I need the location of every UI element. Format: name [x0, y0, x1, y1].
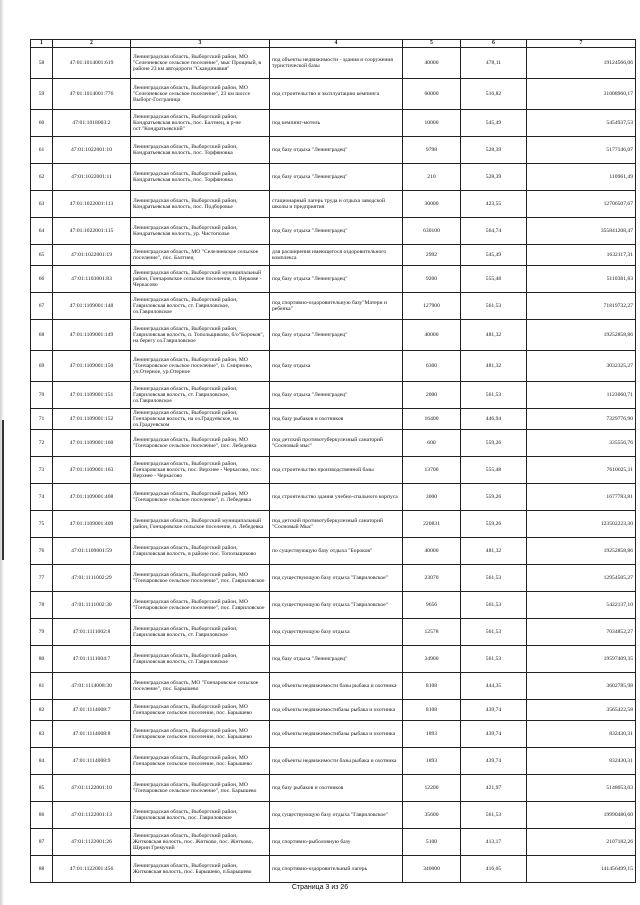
location-cell: Ленинградская область, Выборгский район, МО "Гончаровское сельское поселение", пос. Гавриловское [131, 565, 270, 592]
cadastral-value-cell: 832430,31 [527, 721, 636, 748]
permitted-use-cell: под детский противотуберкулезный санаторий "Сосновый мыс" [270, 430, 403, 457]
row-number-cell: 76 [31, 538, 53, 565]
cadastral-value-cell: 3602785,98 [527, 673, 636, 700]
row-number-cell: 87 [31, 829, 53, 856]
cadastral-value-cell: 1632117,31 [527, 245, 636, 266]
row-number-cell: 66 [31, 266, 53, 293]
permitted-use-cell: под базу отдыха [270, 351, 403, 382]
location-cell: Ленинградская область, Выборгский район, Кондратьевская волость, ур. Чистополье [131, 218, 270, 245]
cadastral-number-cell: 47:01:1114008:9 [53, 748, 131, 775]
cadastral-number-cell: 47:01:1111002:8 [53, 619, 131, 646]
cadastral-number-cell: 47:01:1111002:29 [53, 565, 131, 592]
cadastral-number-cell: 47:01:1122001:10 [53, 775, 131, 802]
row-number-cell: 80 [31, 646, 53, 673]
row-number-cell: 84 [31, 748, 53, 775]
permitted-use-cell: под спортивно-рыболовную базу [270, 829, 403, 856]
specific-value-cell: 561,53 [461, 646, 527, 673]
permitted-use-cell: под строительство здания учебно-спального корпуса [270, 484, 403, 511]
cadastral-number-cell: 47:01:1109001:408 [53, 484, 131, 511]
permitted-use-cell: под базу отдыха "Ленинградец" [270, 218, 403, 245]
cadastral-value-cell: 7034852,27 [527, 619, 636, 646]
area-cell: 6300 [403, 351, 461, 382]
cadastral-value-cell: 19597409,35 [527, 646, 636, 673]
location-cell: Ленинградская область, Выборгский район, Гавриловская волость, в районе пос. Топольщиково [131, 538, 270, 565]
cadastral-value-cell: 123502223,30 [527, 511, 636, 538]
cadastral-value-cell: 3032325,27 [527, 351, 636, 382]
table-row [31, 266, 636, 293]
row-number-cell: 82 [31, 700, 53, 721]
location-cell: Ленинградская область, Выборгский район, Кондратьевская волость, пос. Торфяновка [131, 164, 270, 191]
table-row [31, 802, 636, 829]
table-row [31, 382, 636, 409]
permitted-use-cell: под существующую базу отдыха "Гавриловское" [270, 802, 403, 829]
table-row [31, 538, 636, 565]
table-row [31, 137, 636, 164]
specific-value-cell: 561,53 [461, 382, 527, 409]
location-cell: Ленинградская область, Выборгский район, Гончаровская волость, пос. Верхнее - Черкасово, пос. Верхнее - Черкасово [131, 457, 270, 484]
cadastral-number-cell: 47:01:1111004:7 [53, 646, 131, 673]
cadastral-value-cell: 19124566,06 [527, 48, 636, 79]
cadastral-number-cell: 47:01:1114008:30 [53, 673, 131, 700]
header-cell: 7 [527, 40, 636, 48]
table-row [31, 351, 636, 382]
table-body [31, 48, 636, 883]
area-cell: 40000 [403, 48, 461, 79]
cadastral-number-cell: 47:01:1018003:2 [53, 110, 131, 137]
permitted-use-cell: стационарный лагерь труда и отдыха заводской школы и предприятия [270, 191, 403, 218]
row-number-cell: 62 [31, 164, 53, 191]
cadastral-value-cell: 19252858,86 [527, 538, 636, 565]
area-cell: 3000 [403, 484, 461, 511]
permitted-use-cell: под кемпинг-мотель [270, 110, 403, 137]
location-cell: Ленинградская область, Выборгский район, Гавриловская волость, ст. Гавриловское [131, 646, 270, 673]
permitted-use-cell: под строительство производственной базы [270, 457, 403, 484]
location-cell: Ленинградская область, Выборгский район, МО "Селезневское сельское поселение", 23 км шоссе Выборг-Госграница [131, 79, 270, 110]
table-row [31, 110, 636, 137]
cadastral-value-cell: 7329776,90 [527, 409, 636, 430]
specific-value-cell: 413,17 [461, 829, 527, 856]
row-number-cell: 72 [31, 430, 53, 457]
cadastral-number-cell: 47:01:1114008:7 [53, 700, 131, 721]
area-cell: 1893 [403, 721, 461, 748]
permitted-use-cell: для расширения имеющегося оздоровительного комплекса [270, 245, 403, 266]
cadastral-number-cell: 47:01:1022001:115 [53, 218, 131, 245]
area-cell: 34900 [403, 646, 461, 673]
area-cell: 9798 [403, 137, 461, 164]
location-cell: Ленинградская область, Выборгский район, Гавриловская волость, ст. Гавриловское [131, 619, 270, 646]
area-cell: 5100 [403, 829, 461, 856]
area-cell: 210 [403, 164, 461, 191]
permitted-use-cell: под спортивно-оздоровительную базу"Матери и ребенка" [270, 293, 403, 320]
location-cell: Ленинградская область, Выборгский район, Гавриловская волость, ст. Гавриловское, оз.Гавриловское [131, 382, 270, 409]
table-row [31, 409, 636, 430]
cadastral-value-cell: 5148053,03 [527, 775, 636, 802]
row-number-cell: 88 [31, 856, 53, 883]
cadastral-number-cell: 47:01:1109001:59 [53, 538, 131, 565]
row-number-cell: 61 [31, 137, 53, 164]
area-cell: 40000 [403, 538, 461, 565]
permitted-use-cell: под объекты недвижимости базы рыбака и охотника [270, 673, 403, 700]
specific-value-cell: 481,32 [461, 538, 527, 565]
location-cell: Ленинградская область, Выборгский район, Житковская волость, пос. Барышево, п.Барышево [131, 856, 270, 883]
cadastral-table [30, 39, 636, 883]
row-number-cell: 74 [31, 484, 53, 511]
permitted-use-cell: под базу отдыха "Ленинградец" [270, 266, 403, 293]
area-cell: 40000 [403, 320, 461, 351]
cadastral-number-cell: 47:01:1109001:152 [53, 409, 131, 430]
table-row [31, 191, 636, 218]
specific-value-cell: 561,53 [461, 293, 527, 320]
cadastral-value-cell: 1123060,71 [527, 382, 636, 409]
permitted-use-cell: под базу отдыха "Ленинградец" [270, 164, 403, 191]
area-cell: 9200 [403, 266, 461, 293]
table-row [31, 619, 636, 646]
cadastral-number-cell: 47:01:1022001:10 [53, 137, 131, 164]
location-cell: Ленинградская область, Выборгский район, Гавриловская волость, ст. Гавриловское, оз.Гавриловское [131, 293, 270, 320]
cadastral-value-cell: 71819732,27 [527, 293, 636, 320]
specific-value-cell: 561,53 [461, 802, 527, 829]
specific-value-cell: 559,26 [461, 484, 527, 511]
location-cell: Ленинградская область, Выборгский район, МО "Гончаровское сельское поселение", п. Смирново, уч.Отерное, ур.Отерное [131, 351, 270, 382]
cadastral-value-cell: 355841208,47 [527, 218, 636, 245]
specific-value-cell: 478,11 [461, 48, 527, 79]
header-cell: 1 [31, 40, 53, 48]
table-row [31, 218, 636, 245]
table-row [31, 700, 636, 721]
permitted-use-cell: под базу отдыха "Ленинградец" [270, 320, 403, 351]
cadastral-number-cell: 47:01:1022001:113 [53, 191, 131, 218]
specific-value-cell: 559,26 [461, 430, 527, 457]
area-cell: 13700 [403, 457, 461, 484]
table-row [31, 484, 636, 511]
row-number-cell: 70 [31, 382, 53, 409]
permitted-use-cell: под строительство и эксплуатацию кемпинга [270, 79, 403, 110]
area-cell: 600 [403, 430, 461, 457]
specific-value-cell: 561,53 [461, 565, 527, 592]
specific-value-cell: 545,49 [461, 110, 527, 137]
permitted-use-cell: под детский противотуберкулезный санаторий "Сосновый Мыс" [270, 511, 403, 538]
cadastral-number-cell: 47:01:1109001:149 [53, 320, 131, 351]
location-cell: Ленинградская область, МО "Гончаровское сельское поселение", пос. Барышево [131, 673, 270, 700]
cadastral-value-cell: 1677783,81 [527, 484, 636, 511]
cadastral-number-cell: 47:01:1114008:8 [53, 721, 131, 748]
table-row [31, 721, 636, 748]
table-row [31, 245, 636, 266]
area-cell: 30000 [403, 191, 461, 218]
specific-value-cell: 421,97 [461, 775, 527, 802]
row-number-cell: 65 [31, 245, 53, 266]
row-number-cell: 64 [31, 218, 53, 245]
permitted-use-cell: под базу отдыха "Ленинградец" [270, 646, 403, 673]
table-row [31, 829, 636, 856]
location-cell: Ленинградская область, Выборгский район, Гавриловская волость, п. Топольщиково, б/о"Бороков", на берегу оз.Гавриловское [131, 320, 270, 351]
location-cell: Ленинградская область, Выборгский район, Гончаровская волость, на оз.Градуевское, на оз.Градуевском [131, 409, 270, 430]
specific-value-cell: 444,35 [461, 673, 527, 700]
specific-value-cell: 481,32 [461, 320, 527, 351]
specific-value-cell: 561,53 [461, 619, 527, 646]
row-number-cell: 59 [31, 79, 53, 110]
table-header-row [31, 40, 636, 48]
specific-value-cell: 559,26 [461, 511, 527, 538]
area-cell: 60000 [403, 79, 461, 110]
specific-value-cell: 423,55 [461, 191, 527, 218]
cadastral-number-cell: 47:01:1122001:456 [53, 856, 131, 883]
cadastral-number-cell: 47:01:1014001:619 [53, 48, 131, 79]
permitted-use-cell: под объекты недвижимостибазы рыбака и охотника [270, 721, 403, 748]
table-row [31, 48, 636, 79]
table-row [31, 320, 636, 351]
specific-value-cell: 555,48 [461, 266, 527, 293]
location-cell: Ленинградская область, Выборгский район, МО "Селезневское сельское поселение", мыс Прощный, в районе 23 км автодороги "Скандинавия" [131, 48, 270, 79]
header-cell: 5 [403, 40, 461, 48]
specific-value-cell: 439,74 [461, 700, 527, 721]
row-number-cell: 73 [31, 457, 53, 484]
area-cell: 9656 [403, 592, 461, 619]
row-number-cell: 58 [31, 48, 53, 79]
cadastral-number-cell: 47:01:1109001:409 [53, 511, 131, 538]
permitted-use-cell: под существующую базу отдыха [270, 619, 403, 646]
row-number-cell: 79 [31, 619, 53, 646]
cadastral-number-cell: 47:01:1122001:13 [53, 802, 131, 829]
location-cell: Ленинградская область, Выборгский район, МО "Гончаровское сельское поселение", пос. Гавриловское [131, 592, 270, 619]
table-row [31, 856, 636, 883]
cadastral-value-cell: 2107182,26 [527, 829, 636, 856]
cadastral-value-cell: 3565422,58 [527, 700, 636, 721]
table-row [31, 511, 636, 538]
location-cell: Ленинградская область, Выборгский район, Кондратьевская волость, пос. Балтиец, в р-не ост."Кондратьевский" [131, 110, 270, 137]
location-cell: Ленинградская область, Выборгский район, МО Гончаровское сельское поселение, пос. Барышево [131, 721, 270, 748]
cadastral-value-cell: 19252858,86 [527, 320, 636, 351]
specific-value-cell: 545,49 [461, 245, 527, 266]
table-row [31, 79, 636, 110]
row-number-cell: 69 [31, 351, 53, 382]
cadastral-value-cell: 335556,76 [527, 430, 636, 457]
cadastral-value-cell: 5422137,10 [527, 592, 636, 619]
area-cell: 23070 [403, 565, 461, 592]
cadastral-value-cell: 12954505,27 [527, 565, 636, 592]
row-number-cell: 83 [31, 721, 53, 748]
permitted-use-cell: под объекты недвижимости базы рыбака и охотника [270, 748, 403, 775]
cadastral-number-cell: 47:01:1122001:26 [53, 829, 131, 856]
cadastral-number-cell: 47:01:1022001:19 [53, 245, 131, 266]
table-row [31, 748, 636, 775]
row-number-cell: 78 [31, 592, 53, 619]
cadastral-number-cell: 47:01:1109001:163 [53, 457, 131, 484]
cadastral-number-cell: 47:01:1109001:150 [53, 351, 131, 382]
cadastral-value-cell: 12706507,67 [527, 191, 636, 218]
table-row [31, 164, 636, 191]
location-cell: Ленинградская область, Выборгский муниципальный район, Гончаровское сельское поселение, п. Лебедевка [131, 511, 270, 538]
specific-value-cell: 564,74 [461, 218, 527, 245]
location-cell: Ленинградская область, Выборгский район, МО Гончаровское сельское поселение, пос. Барышево [131, 748, 270, 775]
specific-value-cell: 416,05 [461, 856, 527, 883]
cadastral-value-cell: 141456499,15 [527, 856, 636, 883]
area-cell: 2000 [403, 382, 461, 409]
row-number-cell: 63 [31, 191, 53, 218]
area-cell: 340000 [403, 856, 461, 883]
location-cell: Ленинградская область, Выборгский район, Кондратьевская волость, пос. Торфяновка [131, 137, 270, 164]
table-row [31, 646, 636, 673]
area-cell: 127900 [403, 293, 461, 320]
specific-value-cell: 528,39 [461, 164, 527, 191]
table-row [31, 457, 636, 484]
area-cell: 12578 [403, 619, 461, 646]
location-cell: Ленинградская область, Выборгский район, Гавриловская волость, пос. Гавриловское [131, 802, 270, 829]
cadastral-number-cell: 47:01:1103001:83 [53, 266, 131, 293]
table-row [31, 775, 636, 802]
cadastral-value-cell: 5110381,83 [527, 266, 636, 293]
cadastral-value-cell: 19990480,60 [527, 802, 636, 829]
location-cell: Ленинградская область, МО "Селезневское сельское поселение", пос. Балтиец [131, 245, 270, 266]
table-row [31, 673, 636, 700]
location-cell: Ленинградская область, Выборгский район, МО Гончаровское сельское поселение, пос. Барышево [131, 700, 270, 721]
cadastral-number-cell: 47:01:1022001:11 [53, 164, 131, 191]
page-number: Страница 3 из 26 [291, 884, 349, 891]
table-row [31, 430, 636, 457]
table-row [31, 293, 636, 320]
location-cell: Ленинградская область, Выборгский район, Кондратьевская волость, пос. Подборовье [131, 191, 270, 218]
cadastral-value-cell: 31008960,17 [527, 79, 636, 110]
area-cell: 35600 [403, 802, 461, 829]
area-cell: 10000 [403, 110, 461, 137]
specific-value-cell: 555,48 [461, 457, 527, 484]
row-number-cell: 67 [31, 293, 53, 320]
cadastral-value-cell: 7610025,11 [527, 457, 636, 484]
permitted-use-cell: по существующую базу отдыха "Бороков" [270, 538, 403, 565]
cadastral-number-cell: 47:01:1109001:151 [53, 382, 131, 409]
row-number-cell: 77 [31, 565, 53, 592]
area-cell: 16400 [403, 409, 461, 430]
location-cell: Ленинградская область, Выборгский муниципальный район, Гончаровское сельское поселение, п. Веркове - Черкасово [131, 266, 270, 293]
area-cell: 8108 [403, 700, 461, 721]
cadastral-number-cell: 47:01:1109001:160 [53, 430, 131, 457]
header-cell: 4 [270, 40, 403, 48]
specific-value-cell: 439,74 [461, 721, 527, 748]
row-number-cell: 81 [31, 673, 53, 700]
permitted-use-cell: под базу отдыха "Ленинградец" [270, 382, 403, 409]
header-cell: 3 [131, 40, 270, 48]
cadastral-value-cell: 110961,49 [527, 164, 636, 191]
permitted-use-cell: под спортивно-оздоровительный лагерь [270, 856, 403, 883]
cadastral-number-cell: 47:01:1111002:30 [53, 592, 131, 619]
header-cell: 2 [53, 40, 131, 48]
table-row [31, 565, 636, 592]
location-cell: Ленинградская область, Выборгский район, МО "Гончаровское сельское поселение", п. Лебедевка [131, 484, 270, 511]
specific-value-cell: 481,32 [461, 351, 527, 382]
specific-value-cell: 439,74 [461, 748, 527, 775]
area-cell: 220831 [403, 511, 461, 538]
specific-value-cell: 528,39 [461, 137, 527, 164]
area-cell: 1893 [403, 748, 461, 775]
permitted-use-cell: под базу рыбаков и охотников [270, 775, 403, 802]
area-cell: 12200 [403, 775, 461, 802]
area-cell: 2992 [403, 245, 461, 266]
cadastral-value-cell: 5454937,53 [527, 110, 636, 137]
area-cell: 630100 [403, 218, 461, 245]
area-cell: 8108 [403, 673, 461, 700]
row-number-cell: 86 [31, 802, 53, 829]
table-row [31, 592, 636, 619]
specific-value-cell: 561,53 [461, 592, 527, 619]
location-cell: Ленинградская область, Выборгский район, Житковская волость, пос. Житково, пос. Житково, Щерин Гремучий [131, 829, 270, 856]
cadastral-value-cell: 832430,31 [527, 748, 636, 775]
header-cell: 6 [461, 40, 527, 48]
permitted-use-cell: под объекты недвижимости - здания и сооружения туристической базы [270, 48, 403, 79]
permitted-use-cell: под существующую базу отдыха "Гавриловское" [270, 565, 403, 592]
row-number-cell: 68 [31, 320, 53, 351]
scan-mark [2, 420, 4, 560]
row-number-cell: 60 [31, 110, 53, 137]
row-number-cell: 71 [31, 409, 53, 430]
row-number-cell: 85 [31, 775, 53, 802]
location-cell: Ленинградская область, Выборгский район, МО "Гончаровское сельское поселение", пос. Лебедевка [131, 430, 270, 457]
permitted-use-cell: под объекты недвижимостибазы рыбака и охотника [270, 700, 403, 721]
permitted-use-cell: под базу отдыха "Ленинградец" [270, 137, 403, 164]
permitted-use-cell: под существующую базу отдыха "Гавриловское" [270, 592, 403, 619]
cadastral-number-cell: 47:01:1014001:776 [53, 79, 131, 110]
specific-value-cell: 446,94 [461, 409, 527, 430]
location-cell: Ленинградская область, Выборгский район, МО "Гончаровское сельское поселение", пос. Барышево [131, 775, 270, 802]
cadastral-number-cell: 47:01:1109001:148 [53, 293, 131, 320]
specific-value-cell: 516,82 [461, 79, 527, 110]
row-number-cell: 75 [31, 511, 53, 538]
cadastral-value-cell: 5177146,07 [527, 137, 636, 164]
permitted-use-cell: под базу рыбаков и охотников [270, 409, 403, 430]
